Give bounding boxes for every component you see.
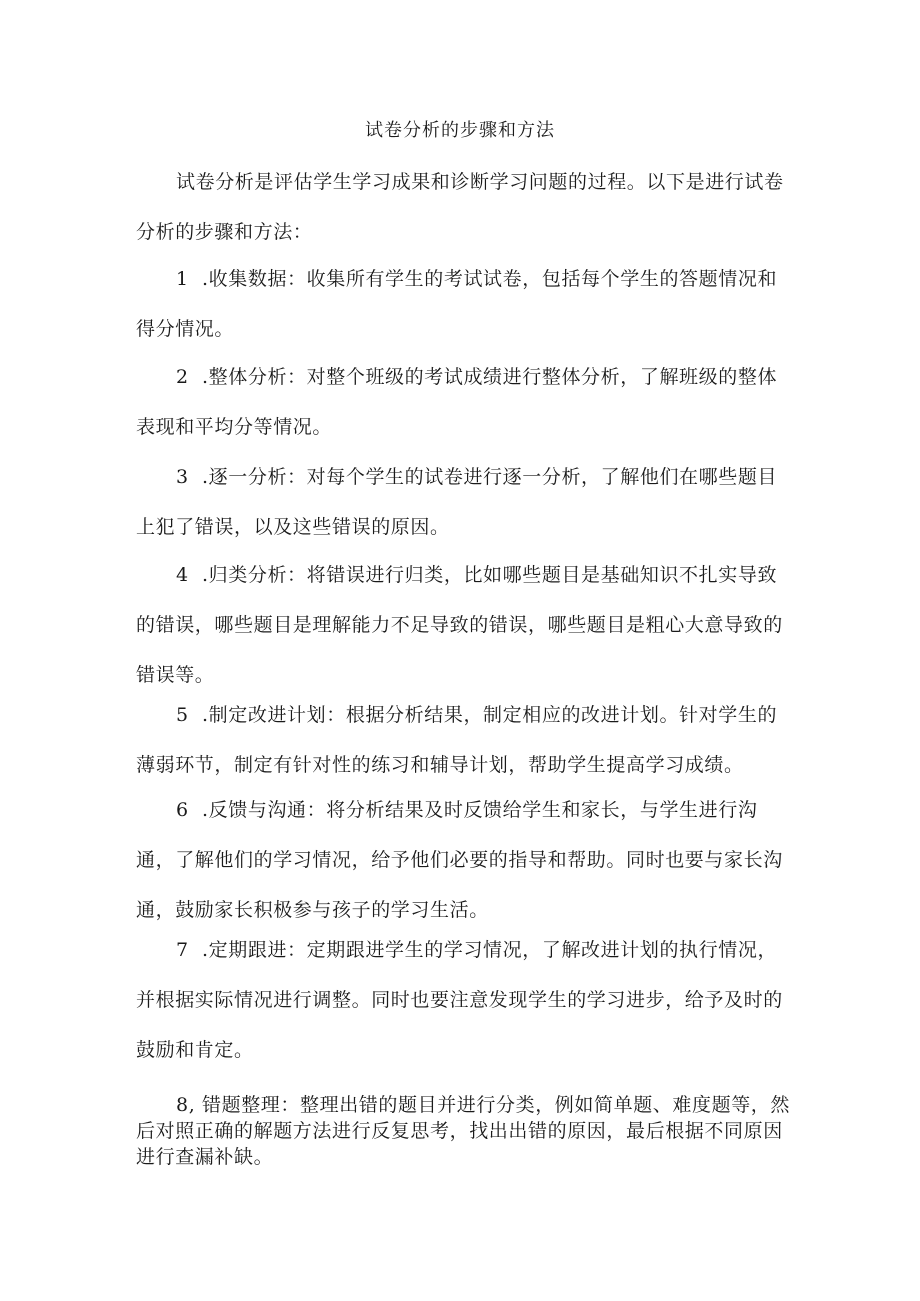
list-item [136,690,796,790]
item-number: 8, [176,1094,196,1116]
item-number: 4 [176,564,189,586]
item-text: .收集数据：收集所有学生的考试试卷，包括每个学生的答题情况和得分情况。 [136,268,778,340]
list-item [136,452,796,552]
item-text: .制定改进计划：根据分析结果，制定相应的改进计划。针对学生的薄弱环节，制定有针对性的练习和辅导计划，帮助学生提高学习成绩。 [136,704,778,776]
item-number: 5 [176,704,189,726]
list-item [136,352,796,452]
item-text: .整体分析：对整个班级的考试成绩进行整体分析，了解班级的整体表现和平均分等情况。 [136,366,778,438]
item-number: 2 [176,366,189,388]
list-item [136,550,796,700]
list-item [136,254,796,354]
list-item [136,925,796,1075]
list-item [136,785,796,935]
item-number: 1 [176,268,189,290]
intro-paragraph: 试卷分析是评估学生学习成果和诊断学习问题的过程。以下是进行试卷分析的步骤和方法： [136,171,784,243]
item-text: .定期跟进：定期跟进学生的学习情况，了解改进计划的执行情况，并根据实际情况进行调整。同时也要注意发现学生的学习进步，给予及时的鼓励和肯定。 [136,939,783,1061]
page-title: 试卷分析的步骤和方法 [365,120,555,141]
item-text: .归类分析：将错误进行归类，比如哪些题目是基础知识不扎实导致的错误，哪些题目是理解能力不足导致的错误，哪些题目是粗心大意导致的错误等。 [136,564,783,686]
item-text: 错题整理：整理出错的题目并进行分类，例如简单题、难度题等，然后对照正确的解题方法进行反复思考，找出出错的原因，最后根据不同原因进行查漏补缺。 [136,1094,791,1168]
item-number: 6 [176,799,189,821]
item-number: 7 [176,939,189,961]
item-number: 3 [176,466,189,488]
item-text: .逐一分析：对每个学生的试卷进行逐一分析，了解他们在哪些题目上犯了错误，以及这些错误的原因。 [136,466,778,538]
item-text: .反馈与沟通：将分析结果及时反馈给学生和家长，与学生进行沟通，了解他们的学习情况，给予他们必要的指导和帮助。同时也要与家长沟通，鼓励家长积极参与孩子的学习生活。 [136,799,783,921]
list-item [136,1092,796,1170]
